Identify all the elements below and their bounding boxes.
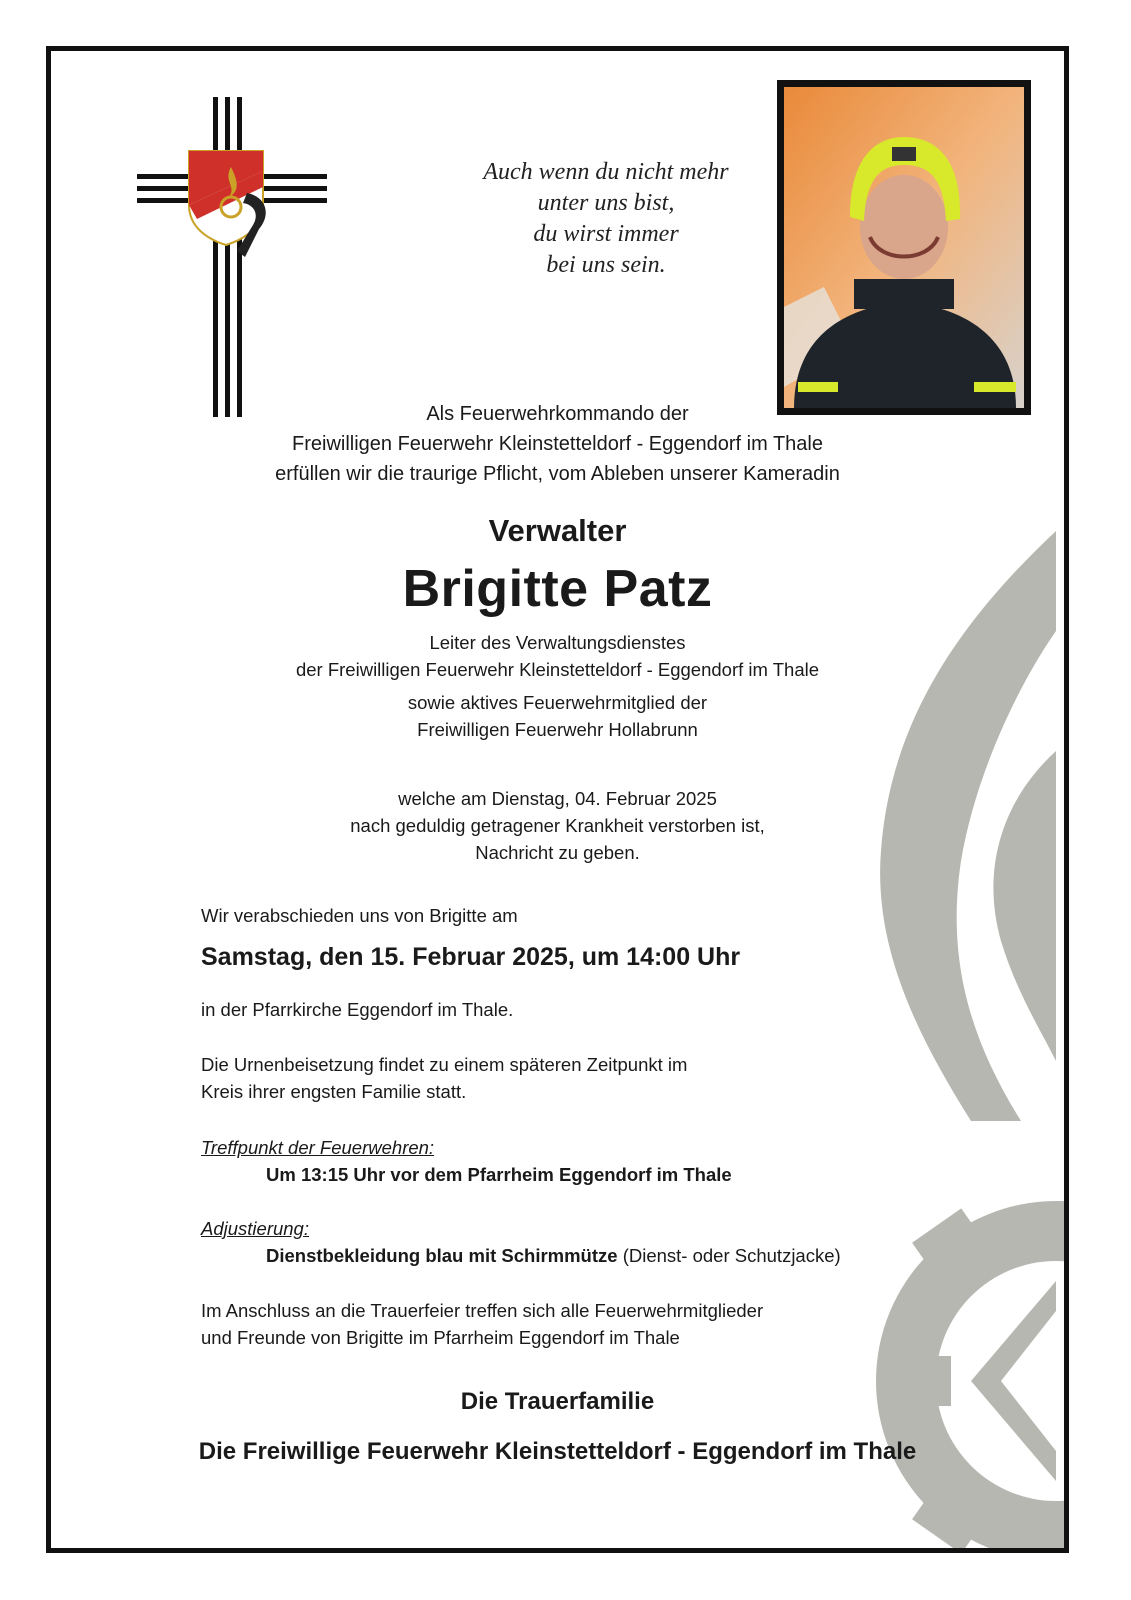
- meeting-value: Um 13:15 Uhr vor dem Pfarrheim Eggendorf im Thale: [266, 1164, 732, 1185]
- death-line: welche am Dienstag, 04. Februar 2025: [398, 788, 717, 809]
- intro-line: Freiwilligen Feuerwehr Kleinstetteldorf - Eggendorf im Thale: [292, 433, 823, 455]
- farewell-date: Samstag, den 15. Februar 2025, um 14:00 Uhr: [201, 943, 741, 971]
- urn-line: Die Urnenbeisetzung findet zu einem späteren Zeitpunkt im: [201, 1054, 688, 1075]
- meeting-label: Treffpunkt der Feuerwehren:: [201, 1137, 435, 1158]
- farewell-intro: Wir verabschieden uns von Brigitte am: [201, 905, 518, 926]
- roles-text: [51, 629, 1064, 743]
- firefighter-portrait-icon: [784, 87, 1024, 408]
- death-text: [51, 785, 1064, 866]
- farewell-place: in der Pfarrkirche Eggendorf im Thale.: [201, 999, 514, 1020]
- after-line: und Freunde von Brigitte im Pfarrheim Eggendorf im Thale: [201, 1327, 680, 1348]
- poem-line: bei uns sein.: [546, 252, 666, 278]
- after-text: [201, 1297, 763, 1351]
- uniform-label: Adjustierung:: [201, 1218, 309, 1239]
- signature-brigade: Die Freiwillige Feuerwehr Kleinstetteldorf - Eggendorf im Thale: [198, 1438, 917, 1465]
- memorial-poem: [381, 157, 831, 281]
- uniform-value-rest: (Dienst- oder Schutzjacke): [617, 1245, 841, 1266]
- notice-frame: [46, 46, 1069, 1553]
- intro-line: erfüllen wir die traurige Pflicht, vom Ableben unserer Kameradin: [275, 463, 840, 485]
- poem-line: unter uns bist,: [537, 190, 675, 216]
- uniform-value: [266, 1242, 841, 1269]
- after-line: Im Anschluss an die Trauerfeier treffen sich alle Feuerwehrmitglieder: [201, 1300, 764, 1321]
- deceased-name: Brigitte Patz: [402, 560, 713, 618]
- urn-text: [201, 1051, 687, 1105]
- role-line: Leiter des Verwaltungsdienstes: [429, 632, 686, 653]
- uniform-value-bold: Dienstbekleidung blau mit Schirmmütze: [266, 1245, 618, 1266]
- rank-title: Verwalter: [488, 513, 627, 548]
- role-line: sowie aktives Feuerwehrmitglied der: [407, 692, 708, 713]
- urn-line: Kreis ihrer engsten Familie statt.: [201, 1081, 467, 1102]
- intro-line: Als Feuerwehrkommando der: [426, 403, 689, 425]
- cross-emblem-icon: [137, 97, 327, 417]
- portrait-photo: [777, 80, 1031, 415]
- role-line: der Freiwilligen Feuerwehr Kleinstetteldorf - Eggendorf im Thale: [295, 659, 820, 680]
- signature-family: Die Trauerfamilie: [460, 1388, 655, 1415]
- death-line: Nachricht zu geben.: [475, 842, 640, 863]
- death-line: nach geduldig getragener Krankheit verstorben ist,: [350, 815, 765, 836]
- poem-line: Auch wenn du nicht mehr: [483, 159, 729, 185]
- role-line: Freiwilligen Feuerwehr Hollabrunn: [417, 719, 698, 740]
- intro-text: [51, 399, 1064, 489]
- poem-line: du wirst immer: [533, 221, 679, 247]
